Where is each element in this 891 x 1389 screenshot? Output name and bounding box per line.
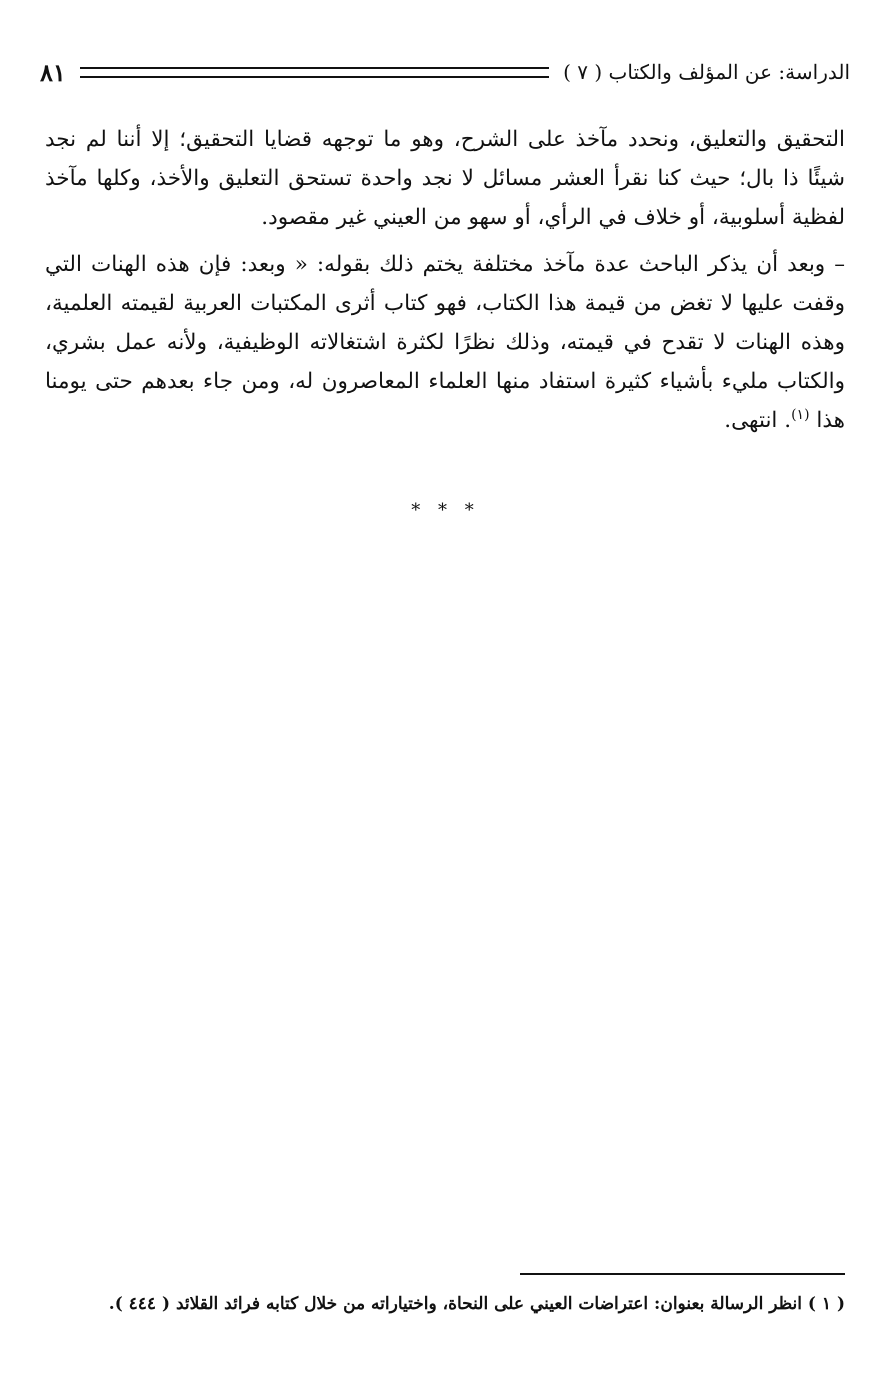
header-double-rule bbox=[80, 67, 549, 78]
paragraph-2-closing: . انتهى. bbox=[724, 408, 792, 433]
body-text bbox=[45, 120, 845, 448]
running-header bbox=[40, 50, 850, 94]
footnote-1: ( ١ ) انظر الرسالة بعنوان: اعتراضات العيني على النحاة، واختياراته من خلال كتابه فرائد القلائد ( ٤٤٤ ). bbox=[108, 1294, 845, 1314]
section-separator: * * * bbox=[411, 500, 480, 521]
running-header-title: الدراسة: عن المؤلف والكتاب ( ٧ ) bbox=[563, 60, 850, 84]
page-number: ٨١ bbox=[40, 57, 66, 87]
footnote-reference[interactable]: (١) bbox=[791, 406, 810, 423]
paragraph-2-text: – وبعد أن يذكر الباحث عدة مآخذ مختلفة يختم ذلك بقوله: « وبعد: فإن هذه الهنات التي وقفت عليها لا تغض من قيمة هذا الكتاب، فهو كتاب أثرى المكتبات العربية لقيمته العلمية، وهذه الهنات لا تقدح في قيمته، وذلك نظرًا لكثرة اشتغالاته الوظيفية، ولأنه عمل بشري، والكتاب مليء بأشياء كثيرة استفاد منها العلماء المعاصرون له، ومن جاء بعدهم حتى يومنا هذا bbox=[45, 252, 845, 433]
footnote-rule bbox=[520, 1273, 845, 1275]
paragraph-1: التحقيق والتعليق، ونحدد مآخذ على الشرح، وهو ما توجهه قضايا التحقيق؛ إلا أننا لم نجد شيئًا ذا بال؛ حيث كنا نقرأ العشر مسائل لا نجد واحدة تستحق التعليق والأخذ، وكلها مآخذ لفظية أسلوبية، أو خلاف في الرأي، أو سهو من العيني غير مقصود. bbox=[45, 127, 845, 230]
paragraph-2 bbox=[45, 245, 845, 440]
